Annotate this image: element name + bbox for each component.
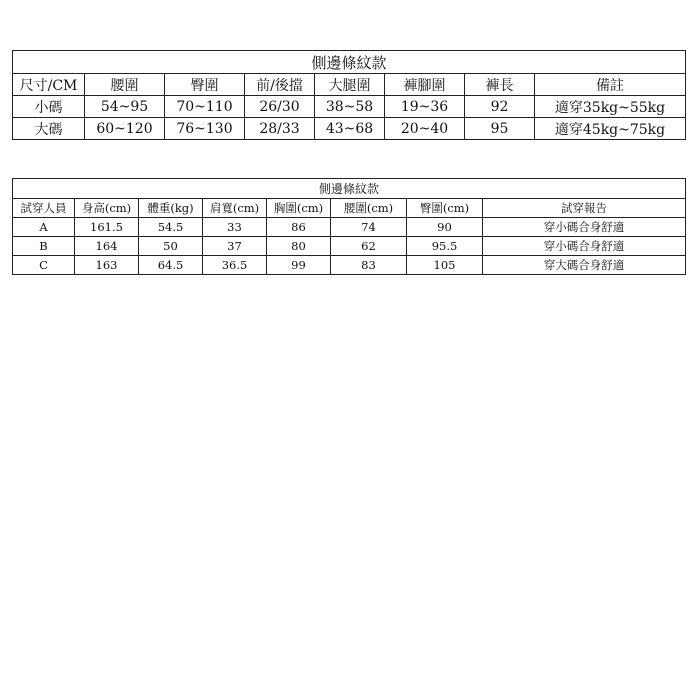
size-chart-table [12,50,686,140]
table-cell: A [13,218,75,237]
table-row [13,256,686,275]
header-cell: 褲腳圍 [385,74,465,96]
header-cell: 身高(cm) [75,199,139,218]
table-cell: 60~120 [85,118,165,140]
table-cell: 37 [203,237,267,256]
header-cell: 大腿圍 [315,74,385,96]
header-cell: 腰圍(cm) [331,199,407,218]
table-cell: B [13,237,75,256]
table-cell: 33 [203,218,267,237]
table-cell: 83 [331,256,407,275]
table-cell: 99 [267,256,331,275]
fit-report-title-row [13,179,686,199]
header-cell: 尺寸/CM [13,74,85,96]
table-cell: 20~40 [385,118,465,140]
table-cell: 54~95 [85,96,165,118]
table-cell: 43~68 [315,118,385,140]
header-cell: 褲長 [465,74,535,96]
size-chart-header-row [13,74,686,96]
table-cell: 50 [139,237,203,256]
header-cell: 臀圍(cm) [407,199,483,218]
table-cell: 62 [331,237,407,256]
table-cell: 86 [267,218,331,237]
table-cell: 105 [407,256,483,275]
table-cell: 54.5 [139,218,203,237]
table-cell: 90 [407,218,483,237]
table-cell: 38~58 [315,96,385,118]
table-cell: C [13,256,75,275]
table-row [13,118,686,140]
fit-report-title: 側邊條紋款 [13,179,686,199]
table-cell: 大碼 [13,118,85,140]
header-cell: 肩寬(cm) [203,199,267,218]
table-row [13,96,686,118]
header-cell: 臀圍 [165,74,245,96]
table-cell: 19~36 [385,96,465,118]
header-cell: 試穿報告 [483,199,686,218]
table-cell: 95.5 [407,237,483,256]
table-cell: 穿大碼合身舒適 [483,256,686,275]
header-cell: 前/後擋 [245,74,315,96]
header-cell: 腰圍 [85,74,165,96]
fit-report-table [12,178,686,275]
size-chart-title-row [13,51,686,74]
header-cell: 試穿人員 [13,199,75,218]
size-chart-title: 側邊條紋款 [13,51,686,74]
table-cell: 26/30 [245,96,315,118]
table-cell: 80 [267,237,331,256]
table-cell: 70~110 [165,96,245,118]
table-row [13,218,686,237]
table-cell: 95 [465,118,535,140]
table-row [13,237,686,256]
table-cell: 穿小碼合身舒適 [483,218,686,237]
table-cell: 163 [75,256,139,275]
table-cell: 76~130 [165,118,245,140]
table-cell: 適穿45kg~75kg [535,118,686,140]
table-cell: 28/33 [245,118,315,140]
fit-report-header-row [13,199,686,218]
header-cell: 備註 [535,74,686,96]
table-cell: 74 [331,218,407,237]
table-cell: 36.5 [203,256,267,275]
table-cell: 164 [75,237,139,256]
table-cell: 小碼 [13,96,85,118]
table-cell: 161.5 [75,218,139,237]
table-cell: 穿小碼合身舒適 [483,237,686,256]
table-cell: 64.5 [139,256,203,275]
header-cell: 體重(kg) [139,199,203,218]
table-cell: 適穿35kg~55kg [535,96,686,118]
table-cell: 92 [465,96,535,118]
header-cell: 胸圍(cm) [267,199,331,218]
